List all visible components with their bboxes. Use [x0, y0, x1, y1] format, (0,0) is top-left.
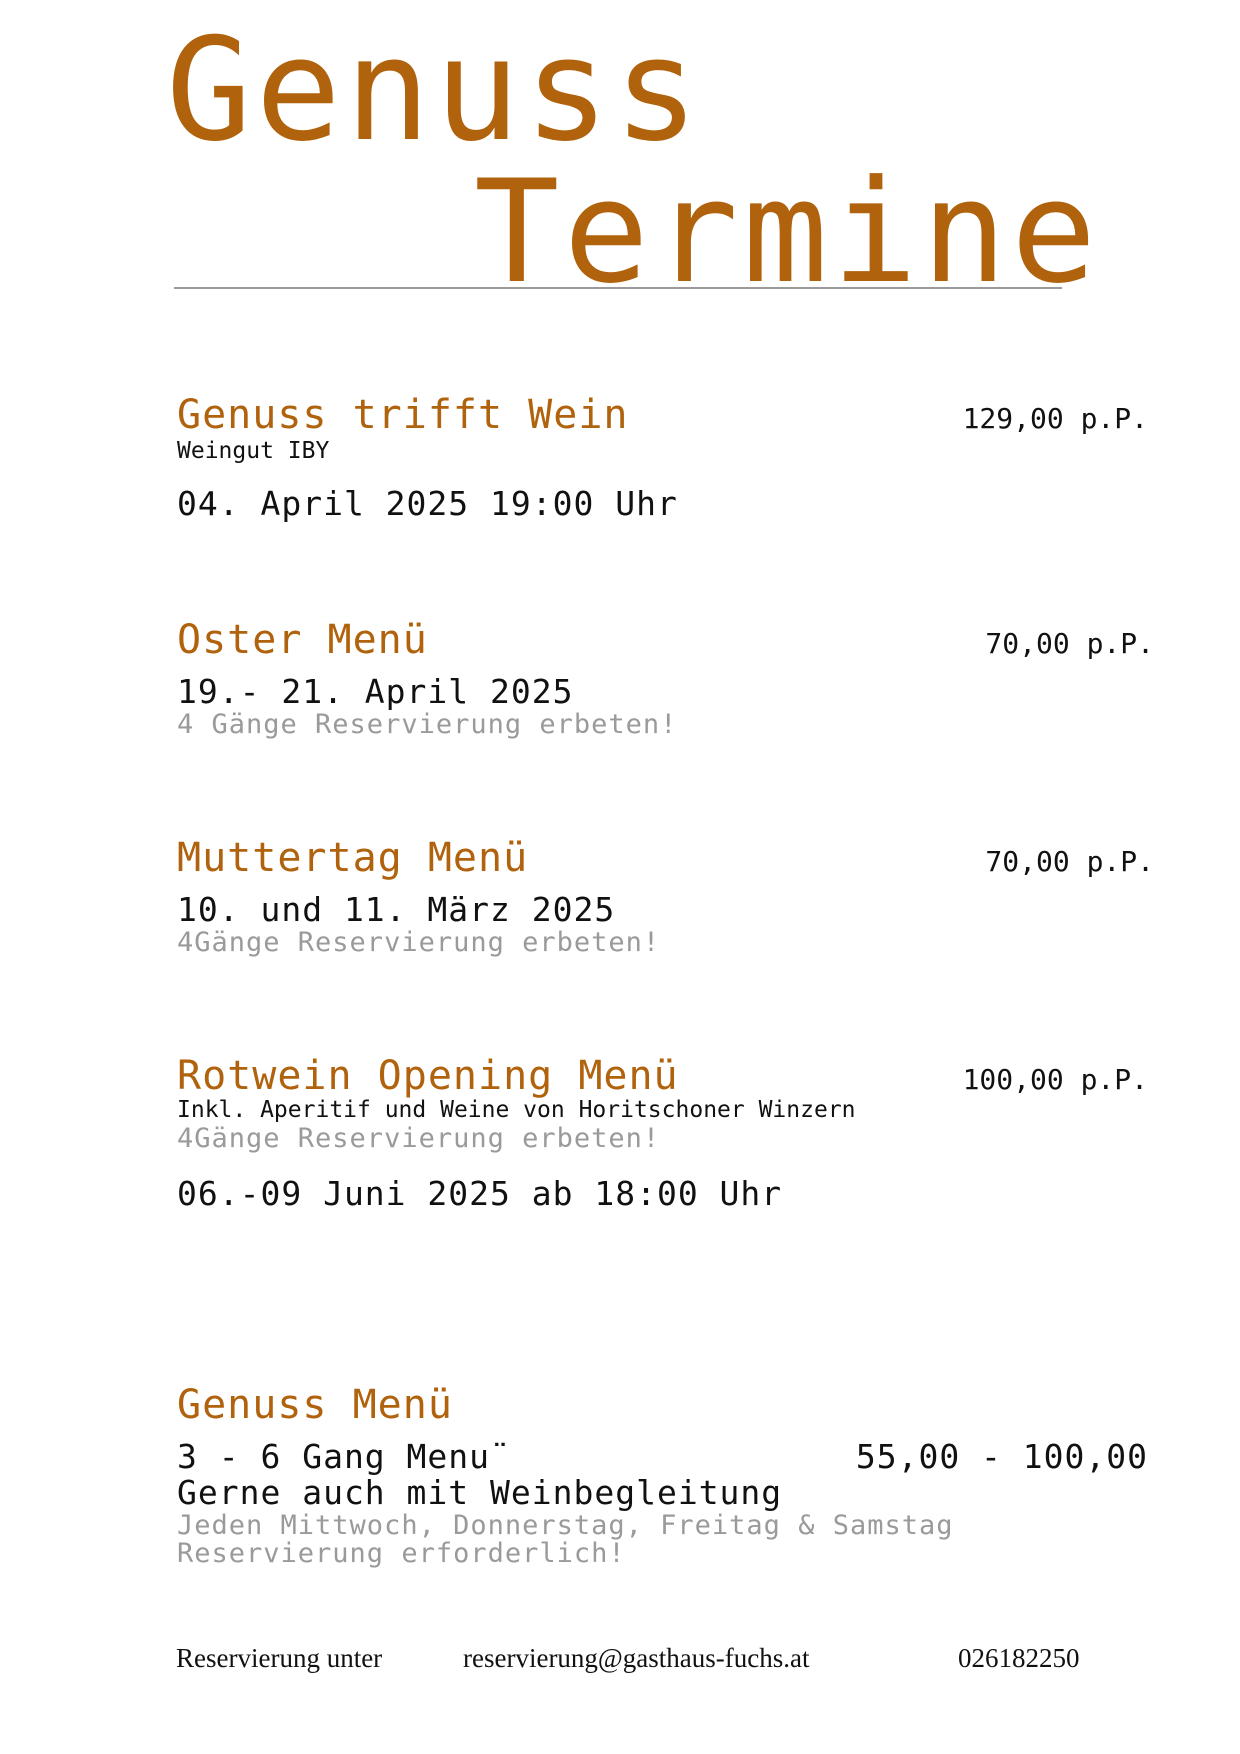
page-title-line-1: Genuss: [166, 8, 703, 173]
event-date: 10. und 11. März 2025: [177, 890, 616, 929]
footer-label: Reservierung unter: [176, 1643, 383, 1673]
title-divider: [174, 287, 1062, 289]
event-date: 06.-09 Juni 2025 ab 18:00 Uhr: [177, 1174, 783, 1213]
event-note: 4Gänge Reservierung erbeten!: [177, 1123, 661, 1154]
event-title: Genuss Menü: [177, 1382, 453, 1428]
event-line-1: 3 - 6 Gang Menu¨: [177, 1437, 511, 1476]
page-title-line-2: Termine: [474, 150, 1101, 315]
event-price: 100,00 p.P.: [962, 1063, 1148, 1096]
footer-email-link[interactable]: reservierung@gasthaus-fuchs.at: [463, 1643, 810, 1673]
event-title: Genuss trifft Wein: [177, 392, 629, 438]
event-price: 129,00 p.P.: [962, 402, 1148, 435]
footer-phone[interactable]: 026182250: [958, 1643, 1080, 1673]
event-subtitle: Inkl. Aperitif und Weine von Horitschoner Winzern: [177, 1097, 856, 1123]
event-line-2: Gerne auch mit Weinbegleitung: [177, 1473, 783, 1512]
event-price: 70,00 p.P.: [985, 627, 1154, 660]
event-title: Muttertag Menü: [177, 835, 529, 881]
event-date: 19.- 21. April 2025: [177, 672, 574, 711]
event-title: Oster Menü: [177, 617, 428, 663]
event-subtitle: Weingut IBY: [177, 438, 330, 464]
event-note-2: Reservierung erforderlich!: [177, 1538, 626, 1569]
event-price: 55,00 - 100,00: [855, 1437, 1148, 1476]
event-note: 4Gänge Reservierung erbeten!: [177, 927, 661, 958]
event-date: 04. April 2025 19:00 Uhr: [177, 484, 678, 523]
event-title: Rotwein Opening Menü: [177, 1053, 679, 1099]
event-note-1: Jeden Mittwoch, Donnerstag, Freitag & Samstag: [177, 1510, 954, 1541]
event-note: 4 Gänge Reservierung erbeten!: [177, 709, 678, 740]
event-price: 70,00 p.P.: [985, 845, 1154, 878]
